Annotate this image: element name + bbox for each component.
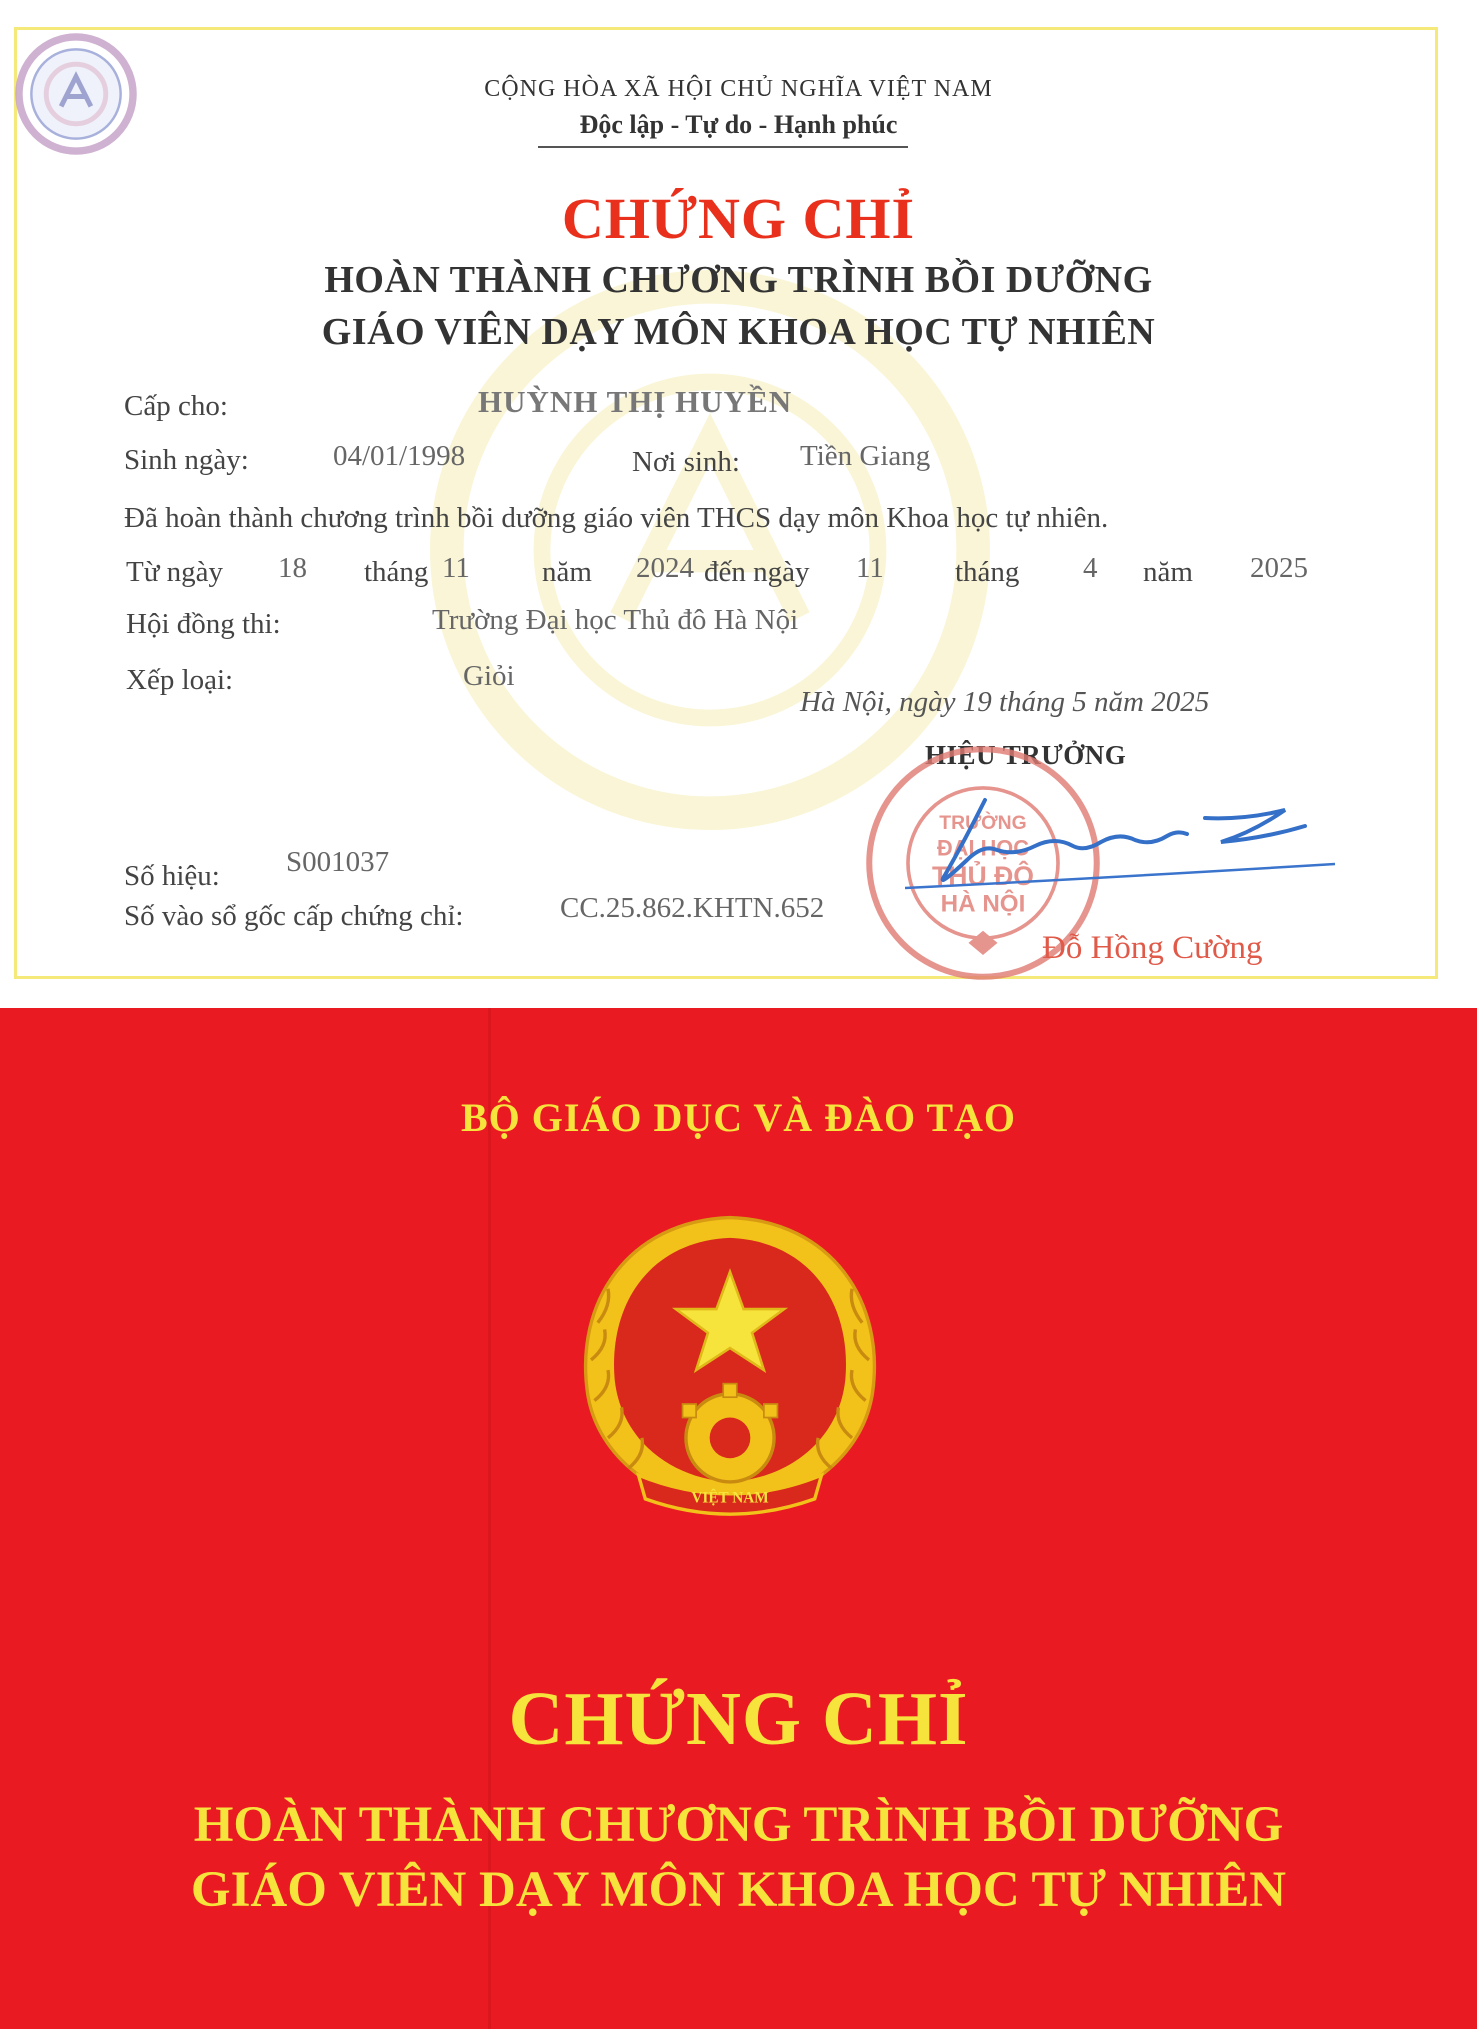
council-value: Trường Đại học Thủ đô Hà Nội bbox=[432, 604, 799, 636]
stamp-text-mid2: THỦ ĐÔ bbox=[932, 860, 1034, 891]
national-emblem-icon bbox=[560, 1204, 900, 1526]
grade-label: Xếp loại: bbox=[126, 664, 234, 696]
signature-icon bbox=[905, 780, 1345, 900]
serial-value: S001037 bbox=[286, 846, 390, 878]
from-year: 2024 bbox=[636, 552, 694, 584]
dob-label: Sinh ngày: bbox=[124, 444, 249, 476]
motto-underline bbox=[538, 146, 908, 148]
from-label: Từ ngày bbox=[126, 556, 224, 588]
signer-name: Đỗ Hồng Cường bbox=[1042, 930, 1263, 966]
council-label: Hội đồng thi: bbox=[126, 608, 281, 640]
to-year: 2025 bbox=[1250, 552, 1308, 584]
month-label-2: tháng bbox=[955, 556, 1020, 588]
birthplace-label: Nơi sinh: bbox=[632, 446, 740, 478]
from-month: 11 bbox=[442, 552, 470, 584]
recipient-name: HUỲNH THỊ HUYỀN bbox=[478, 384, 793, 419]
principal-title: HIỆU TRƯỞNG bbox=[925, 740, 1127, 770]
year-label-2: năm bbox=[1143, 556, 1193, 588]
issued-to-label: Cấp cho: bbox=[124, 390, 228, 422]
cover-ministry: BỘ GIÁO DỤC VÀ ĐÀO TẠO bbox=[460, 1095, 1017, 1140]
dob-value: 04/01/1998 bbox=[333, 440, 466, 472]
issue-date: Hà Nội, ngày 19 tháng 5 năm 2025 bbox=[800, 686, 1210, 718]
from-day: 18 bbox=[278, 552, 307, 584]
year-label: năm bbox=[542, 556, 592, 588]
to-day: 11 bbox=[856, 552, 884, 584]
stamp-text-top: TRƯỜNG bbox=[939, 812, 1027, 835]
stamp-text-mid1: ĐẠI HỌC bbox=[937, 835, 1029, 861]
certificate-subtitle-line1: HOÀN THÀNH CHƯƠNG TRÌNH BỒI DƯỠNG bbox=[324, 259, 1153, 301]
serial-label: Số hiệu: bbox=[124, 860, 220, 892]
to-month: 4 bbox=[1083, 552, 1098, 584]
certificate-cover-page bbox=[0, 1008, 1477, 2029]
certificate-title: CHỨNG CHỈ bbox=[561, 186, 916, 251]
cover-subtitle-line1: HOÀN THÀNH CHƯƠNG TRÌNH BỒI DƯỠNG bbox=[193, 1797, 1284, 1853]
birthplace-value: Tiền Giang bbox=[800, 440, 931, 472]
cover-subtitle-line2: GIÁO VIÊN DẠY MÔN KHOA HỌC TỰ NHIÊN bbox=[190, 1862, 1287, 1918]
registry-value: CC.25.862.KHTN.652 bbox=[560, 892, 825, 924]
registry-label: Số vào sổ gốc cấp chứng chỉ: bbox=[124, 900, 464, 932]
cover-title: CHỨNG CHỈ bbox=[508, 1677, 969, 1761]
month-label: tháng bbox=[364, 556, 429, 588]
grade-value: Giỏi bbox=[463, 660, 515, 692]
country-header: CỘNG HÒA XÃ HỘI CHỦ NGHĨA VIỆT NAM bbox=[484, 76, 993, 102]
certificate-inner-page bbox=[0, 0, 1477, 1003]
to-label: đến ngày bbox=[704, 556, 810, 588]
stamp-text-bottom: HÀ NỘI bbox=[940, 890, 1026, 918]
motto-header: Độc lập - Tự do - Hạnh phúc bbox=[579, 110, 898, 139]
completion-statement: Đã hoàn thành chương trình bồi dưỡng giáo viên THCS dạy môn Khoa học tự nhiên. bbox=[124, 502, 1109, 534]
emblem-ribbon-text: VIỆT NAM bbox=[691, 1489, 769, 1507]
certificate-subtitle-line2: GIÁO VIÊN DẠY MÔN KHOA HỌC TỰ NHIÊN bbox=[321, 311, 1156, 353]
